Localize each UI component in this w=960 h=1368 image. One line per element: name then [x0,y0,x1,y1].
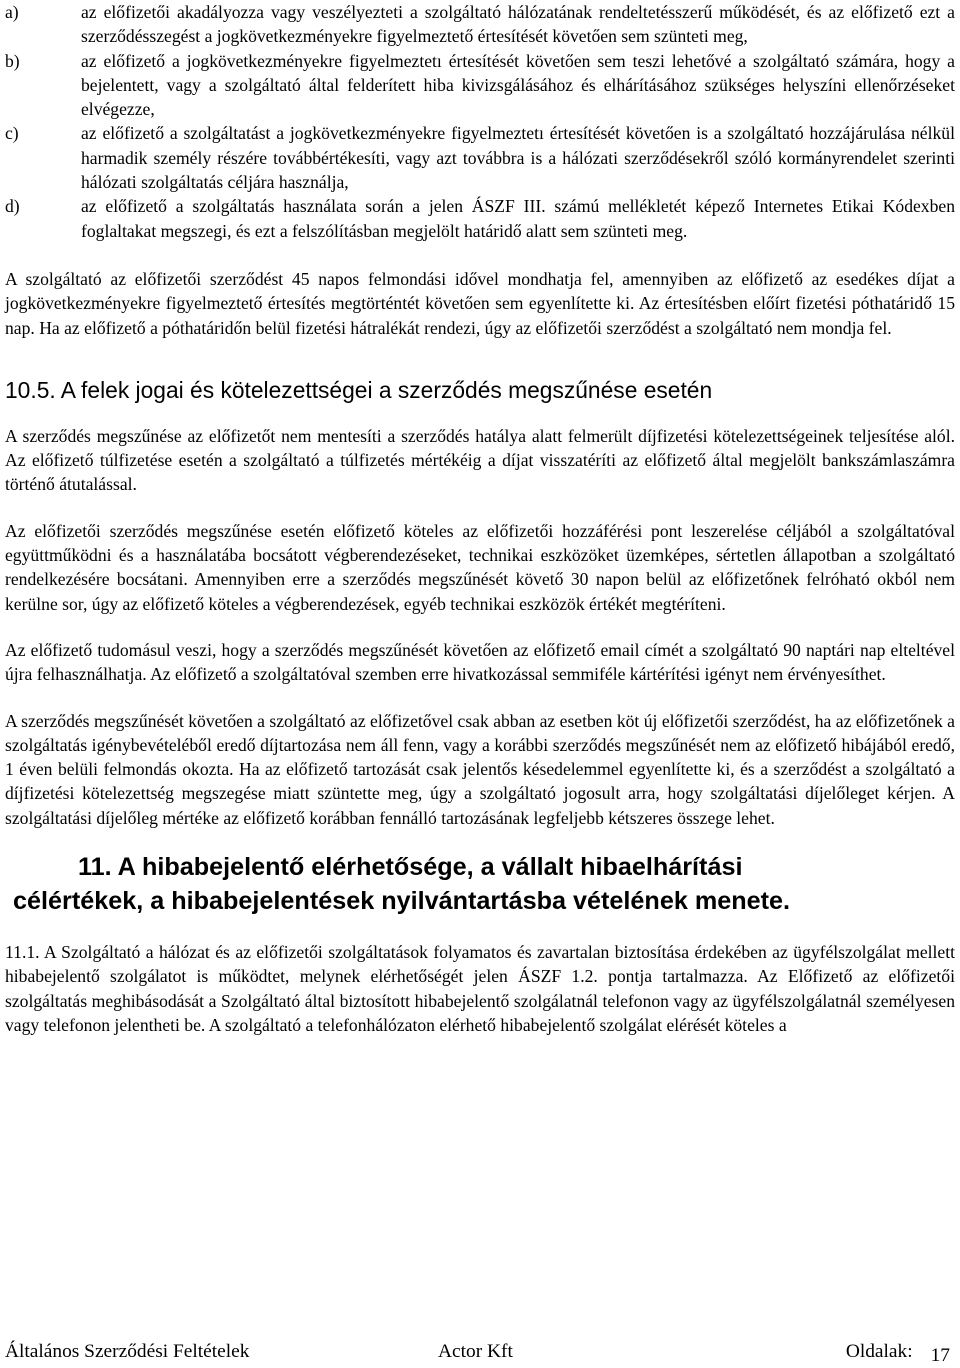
list-item [5,121,955,194]
list-item-label: b) [5,50,20,71]
termination-conditions-list [5,0,955,243]
list-item-text: az előfizető a szolgáltatás használata során a jelen ÁSZF III. számú mellékletét képező Internetes Etikai Kódexben foglaltakat megszegi, és ezt a felszólításban megjelölt határidő alatt sem szünteti meg. [81,196,955,241]
footer-company: Actor Kft [438,1341,513,1362]
list-item-text: az előfizetői akadályozza vagy veszélyezteti a szolgáltató hálózatának rendeltetésszerű működését, és az előfizető ezt a szerződésszegést a jogkövetkezményekre figyelmeztető értesítését követően sem szünteti meg, [81,2,955,47]
section-11-heading [5,850,955,918]
paragraph: Az előfizető tudomásul veszi, hogy a szerződés megszűnését követően az előfizető email címét a szolgáltató 90 naptári nap elteltével újra felhasználhatja. Az előfizető a szolgáltatóval szemben erre hivatkozással semmiféle kártérítési igényt nem érvényesíthet. [5,639,955,685]
list-item-text: az előfizető a szolgáltatást a jogkövetkezményekre figyelmeztetı értesítését követően is a szolgáltató hozzájárulása nélkül harmadik személy részére továbbértékesíti, vagy azt továbbra is a hálózati szerződésekről szóló kormányrendelet szerinti hálózati szolgáltatás céljára használja, [81,123,955,193]
footer-page-info [846,1340,950,1364]
termination-notice-paragraph: A szolgáltató az előfizetői szerződést 45 napos felmondási idővel mondhatja fel, amennyiben az előfizető az esedékes díjat a jogkövetkezményekre figyelmeztető értesítés megtörténtét követően sem egyenlítette ki. Az értesítésben előírt fizetési póthatáridő 15 nap. Ha az előfizető a póthatáridőn belül fizetési hátralékát rendezi, úgy az előfizetői szerződést a szolgáltató nem mondja fel. [5,268,955,338]
list-item [5,0,955,49]
list-item-label: d) [5,196,20,217]
footer-document-title: Általános Szerződési Feltételek [5,1341,250,1362]
list-item-label: c) [5,123,19,144]
section-10-5-heading: 10.5. A felek jogai és kötelezettségei a szerződés megszűnése esetén [5,376,713,403]
paragraph-11-1: 11.1. A Szolgáltató a hálózat és az előfizetői szolgáltatások folyamatos és zavartalan biztosítása érdekében az ügyfélszolgálat mellett hibabejelentő szolgálatot is működtet, melynek elérhetőségét jelen ÁSZF 1.2. pontja tartalmazza. Az Előfizető az előfizetői szolgáltatás meghibásodását a Szolgáltató által biztosított hibabejelentő szolgálatnál telefonon vagy az ügyfélszolgálatnál személyesen vagy telefonon jelentheti be. A szolgáltató a telefonhálózaton elérhető hibabejelentő szolgálat elérését köteles a [5,942,955,1035]
list-item [5,194,955,243]
section-11-heading-line-1: 11. A hibabejelentő elérhetősége, a vállalt hibaelhárítási [78,853,743,882]
list-item-label: a) [5,2,19,22]
page-footer [5,1340,950,1366]
footer-page-label: Oldalak: [845,1341,913,1362]
paragraph: Az előfizetői szerződés megszűnése esetén előfizető köteles az előfizetői hozzáférési pont leszerelése céljából a szolgáltatóval együttműködni és a használatába bocsátott végberendezéseket, technikai eszközöket üzemképes, sértetlen állapotban a szolgáltató rendelkezésére bocsátani. Amennyiben erre a szerződés megszűnését követő 30 napon belül az előfizetőnek felróható okból nem kerülne sor, úgy az előfizető köteles a végberendezések, egyéb technikai eszközök értékét megtéríteni. [5,520,955,614]
footer-page-number: 17 [930,1345,950,1366]
section-11-heading-line-2: célértékek, a hibabejelentések nyilvántartásba vételének menete. [13,887,791,916]
list-item-text: az előfizető a jogkövetkezményekre figyelmeztetı értesítését követően sem teszi lehetővé a szolgáltató számára, hogy a bejelentett, vagy a szolgáltató által felderített hiba kivizsgálásához és elhárításához szükséges helyszíni ellenőrzéseket elvégezze, [81,50,955,120]
list-item [5,49,955,122]
paragraph: A szerződés megszűnését követően a szolgáltató az előfizetővel csak abban az esetben köt új előfizetői szerződést, ha az előfizetőnek a szolgáltatás igénybevételéből eredő díjtartozása nem áll fenn, vagy a korábbi szerződés megszűnését nem az előfizető hibájából eredő, 1 éven belüli felmondás okozta. Ha az előfizető tartozását csak jelentős késedelemmel egyenlítette ki, és a szerződést a szolgáltató a díjfizetési kötelezettség megszegése miatt szüntette meg, úgy a szolgáltató jogosult arra, hogy szolgáltatási díjelőleget kérjen. A szolgáltatási díjelőleg mértéke az előfizető korábban fennálló tartozásának legfeljebb kétszeres összege lehet. [5,710,955,828]
paragraph: A szerződés megszűnése az előfizetőt nem mentesíti a szerződés hatálya alatt felmerült díjfizetési kötelezettségeinek teljesítése alól. Az előfizető túlfizetése esetén a szolgáltató a túlfizetés mértékéig a díjat visszatéríti az előfizető által megjelölt bankszámlaszámra történő átutalással. [5,425,955,495]
